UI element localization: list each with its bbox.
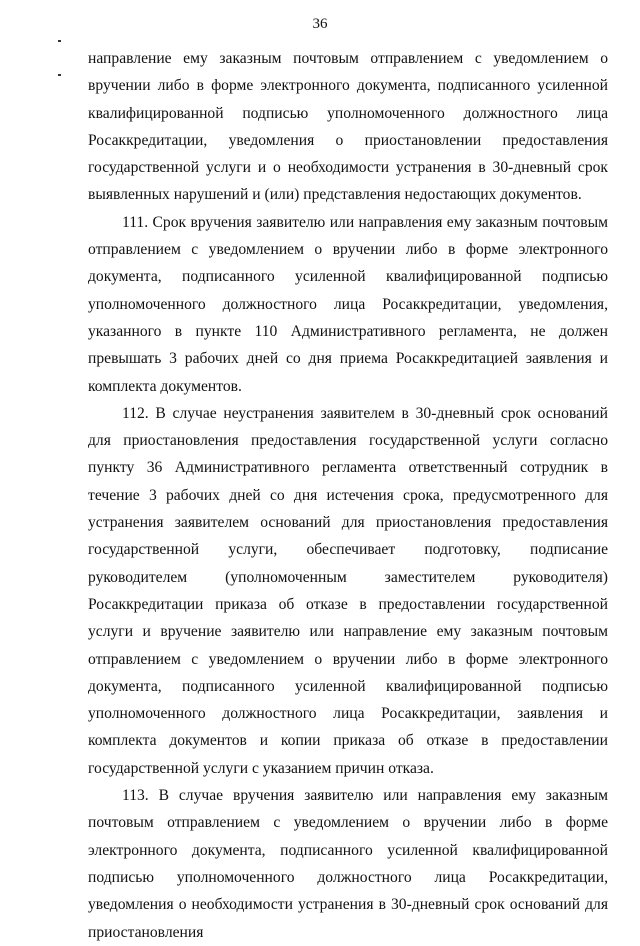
paragraph-111: 111. Срок вручения заявителю или направления ему заказным почтовым отправлением с уведомлением о вручении либо в форме электронного документа, подписанного усиленной квалифицированной подписью уполномоченного должностного лица Росаккредитации, уведомления, указанного в пункте 110 Административного регламента, не должен превышать 3 рабочих дней со дня приема Росаккредитацией заявления и комплекта документов. xyxy=(88,213,608,395)
paragraph-continuation: направление ему заказным почтовым отправлением с уведомлением о вручении либо в форме электронного документа, подписанного усиленной квалифицированной подписью уполномоченного должностного лица Росаккредитации, уведомления о приостановлении предоставления государственной услуги и о необходимости устранения в 30-дневный срок выявленных нарушений и (или) представления недостающих документов. xyxy=(88,50,608,204)
margin-mark xyxy=(58,74,61,76)
paragraph-112: 112. В случае неустранения заявителем в 30-дневный срок оснований для приостановления предоставления государственной услуги согласно пункту 36 Административного регламента ответственный сотрудник в течение 3 рабочих дней со дня истечения срока, предусмотренного для устранения заявителем оснований для приостановления предоставления государственной услуги, обеспечивает подготовку, подписание руководителем (уполномоченным заместителем руководителя) Росаккредитации приказа об отказе в предоставлении государственной услуги и вручение заявителю или направление ему заказным почтовым отправлением с уведомлением о вручении либо в форме электронного документа, подписанного усиленной квалифицированной подписью уполномоченного должностного лица Росаккредитации, заявления и комплекта документов и копии приказа об отказе в предоставлении государственной услуги с указанием причин отказа. xyxy=(88,404,608,777)
margin-mark xyxy=(58,40,61,42)
document-body xyxy=(88,45,608,946)
page-number: 36 xyxy=(312,16,328,32)
paragraph-113: 113. В случае вручения заявителю или направления ему заказным почтовым отправлением с уведомлением о вручении либо в форме электронного документа, подписанного усиленной квалифицированной подписью уполномоченного должностного лица Росаккредитации, уведомления о необходимости устранения в 30-дневный срок оснований для приостановления xyxy=(88,787,608,941)
